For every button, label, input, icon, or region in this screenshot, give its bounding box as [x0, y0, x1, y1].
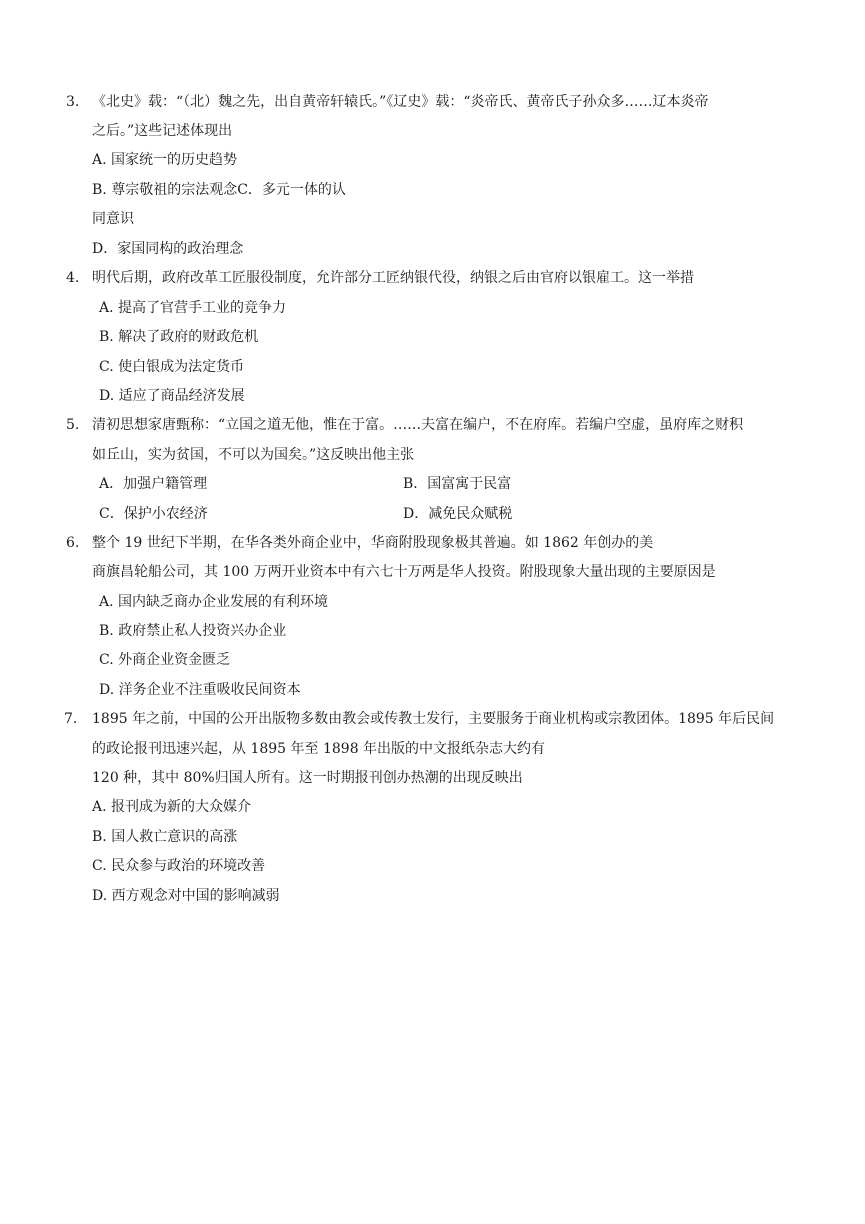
option-c: C. 民众参与政治的环境改善: [92, 858, 266, 874]
option-a: A. 提高了官营手工业的竞争力: [99, 300, 287, 316]
question-stem-line: 清初思想家唐甄称：“立国之道无他，惟在于富。……夫富在编户，不在府库。若编户空虚，虽府库之财积: [92, 417, 744, 433]
option-b: B. 政府禁止私人投资兴办企业: [99, 623, 287, 639]
option-a: A．加强户籍管理: [99, 476, 208, 492]
option-a: A. 国家统一的历史趋势: [92, 152, 238, 168]
question-stem-line: 1895 年之前，中国的公开出版物多数由教会或传教士发行，主要服务于商业机构或宗教团体。1895 年后民间: [92, 711, 775, 727]
question-number: 3.: [66, 94, 80, 110]
option-c: C. 使白银成为法定货币: [99, 359, 245, 375]
option-d: D. 适应了商品经济发展: [99, 388, 245, 404]
option-b: B. 尊宗敬祖的宗法观念C．多元一体的认: [92, 182, 346, 198]
option-a: A. 国内缺乏商办企业发展的有利环境: [99, 594, 329, 610]
option-d: D．减免民众赋税: [403, 506, 513, 522]
option-d: D．家国同构的政治理念: [92, 241, 244, 257]
question-stem-line: 如丘山，实为贫国，不可以为国矣。”这反映出他主张: [92, 447, 415, 463]
question-number: 5.: [66, 417, 80, 433]
option-d: D. 洋务企业不注重吸收民间资本: [99, 682, 301, 698]
option-b: B. 国人救亡意识的高涨: [92, 829, 238, 845]
option-d: D. 西方观念对中国的影响减弱: [92, 888, 280, 904]
option-b: B. 解决了政府的财政危机: [99, 329, 259, 345]
question-stem-line: 《北史》载：“（北）魏之先，出自黄帝轩辕氏。”《辽史》载：“炎帝氏、黄帝氏子孙众多……辽本炎帝: [92, 94, 709, 110]
option-c-continued: 同意识: [92, 211, 134, 227]
question-stem-line: 整个 19 世纪下半期，在华各类外商企业中，华商附股现象极其普遍。如 1862 年创办的美: [92, 535, 654, 551]
question-number: 7.: [64, 711, 78, 727]
option-c: C. 外商企业资金匮乏: [99, 652, 231, 668]
option-a: A. 报刊成为新的大众媒介: [92, 799, 252, 815]
question-stem-line: 明代后期，政府改革工匠服役制度，允许部分工匠纳银代役，纳银之后由官府以银雇工。这一举措: [92, 270, 694, 286]
option-c: C．保护小农经济: [99, 506, 208, 522]
question-number: 6.: [66, 535, 80, 551]
question-stem-line: 商旗昌轮船公司，其 100 万两开业资本中有六七十万两是华人投资。附股现象大量出现的主要原因是: [92, 564, 716, 580]
question-stem-line: 的政论报刊迅速兴起，从 1895 年至 1898 年出版的中文报纸杂志大约有: [92, 741, 546, 757]
question-number: 4.: [66, 270, 80, 286]
question-stem-line: 120 种，其中 80%归国人所有。这一时期报刊创办热潮的出现反映出: [92, 770, 523, 786]
option-b: B．国富寓于民富: [403, 476, 512, 492]
question-stem-line: 之后。”这些记述体现出: [92, 123, 233, 139]
